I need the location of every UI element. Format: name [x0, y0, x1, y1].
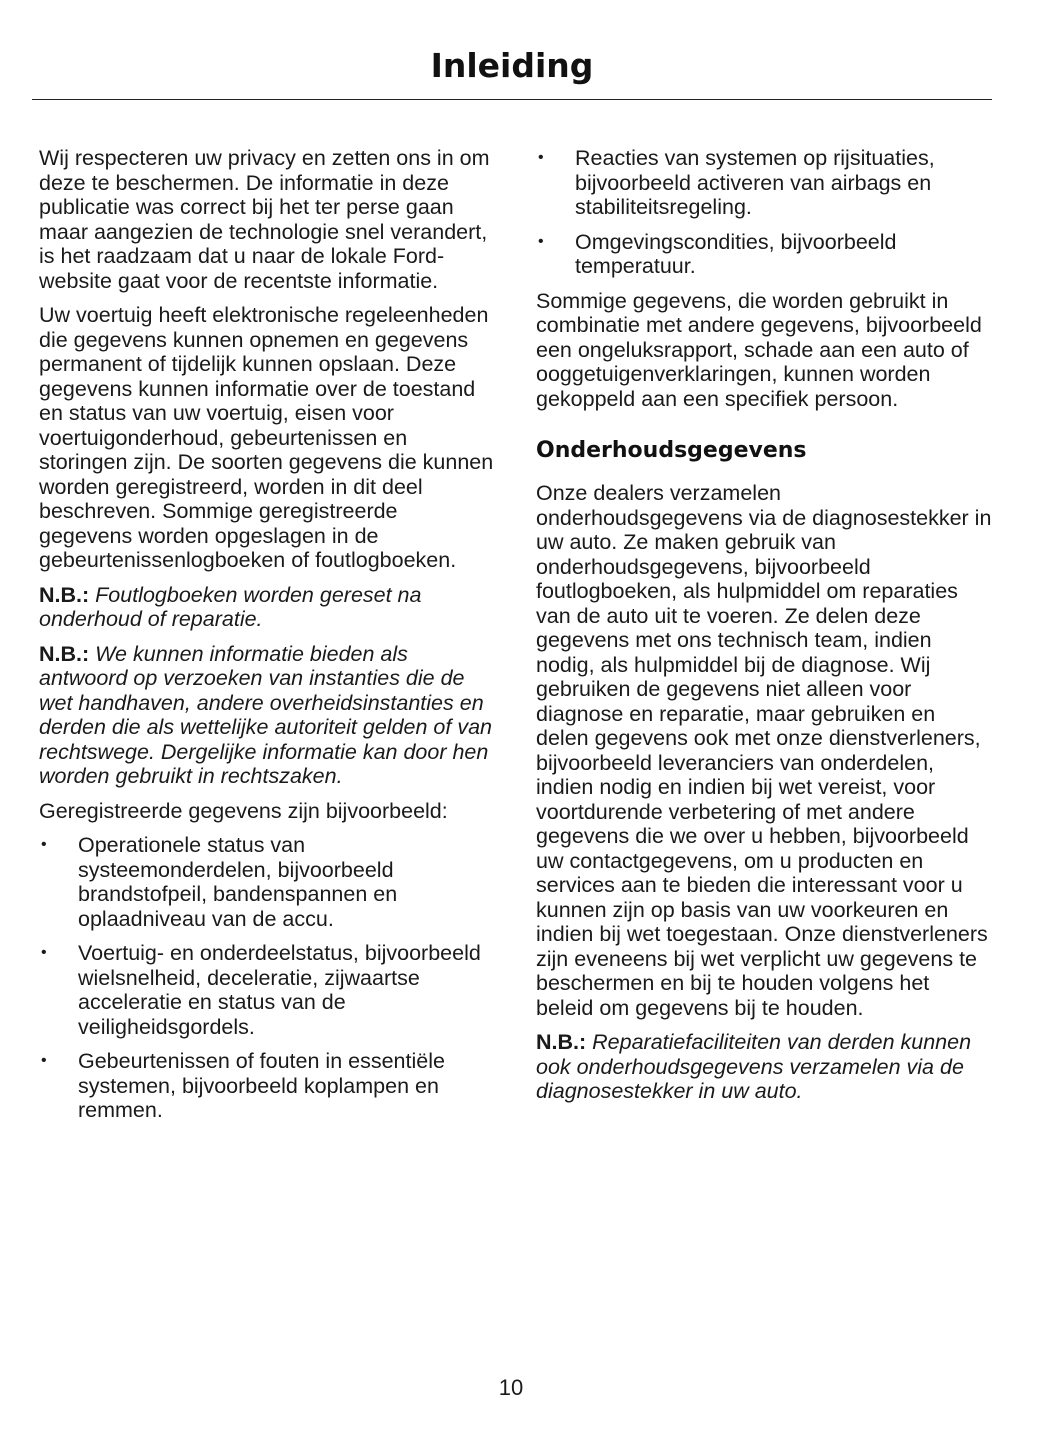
- list-item: [39, 941, 495, 1039]
- bullet-icon: •: [538, 149, 544, 166]
- list-item: [536, 230, 992, 279]
- list-item: [536, 146, 992, 220]
- note-text: Reparatiefaciliteiten van derden kunnen ook onderhoudsgegevens verzamelen via de diagnosestekker in uw auto.: [536, 1030, 972, 1103]
- examples-list: [39, 833, 495, 1123]
- intro-paragraph: Wij respecteren uw privacy en zetten ons in om deze te beschermen. De informatie in deze publicatie was correct bij het ter perse gaan maar aangezien de technologie snel verandert, is het raadzaam dat u naar de lokale Ford-website gaat voor de recentste informatie.: [39, 146, 490, 293]
- list-item: [39, 1049, 495, 1123]
- right-column: [536, 146, 992, 1114]
- note-label: N.B.:: [536, 1030, 587, 1054]
- maintenance-paragraph: Onze dealers verzamelen onderhoudsgegevens via de diagnosestekker in uw auto. Ze maken gebruik van onderhoudsgegevens, bijvoorbeeld foutlogboeken, als hulpmiddel om reparaties van de auto uit te voeren. Ze delen deze gegevens met ons technisch team, indien nodig, als hulpmiddel bij de diagnose. Wij gebruiken de gegevens niet alleen voor diagnose en reparatie, maar gebruiken en delen gegevens ook met onze dienstverleners, bijvoorbeeld leveranciers van onderdelen, indien nodig en indien bij wet vereist, voor voortdurende verbetering of met andere gegevens die we over u hebben, bijvoorbeeld uw contactgegevens, om u producten en services aan te bieden die interessant voor u kunnen zijn op basis van uw voorkeuren en indien bij wet toegestaan. Onze dienstverleners zijn eveneens bij wet verplicht uw gegevens te beschermen en bij te houden volgens het beleid om gegevens bij te houden.: [536, 481, 992, 1020]
- section-heading-maintenance: Onderhoudsgegevens: [536, 438, 807, 463]
- examples-list-continued: [536, 146, 992, 279]
- title-divider: [32, 99, 992, 100]
- bullet-icon: •: [41, 944, 47, 961]
- combination-paragraph: Sommige gegevens, die worden gebruikt in combinatie met andere gegevens, bijvoorbeeld een ongeluksrapport, schade aan een auto of ooggetuigenverklaringen, kunnen worden gekoppeld aan een specifiek persoon.: [536, 288, 982, 411]
- list-item-text: Operationele status van systeemonderdelen, bijvoorbeeld brandstofpeil, bandenspannen en oplaadniveau van de accu.: [78, 833, 398, 931]
- note-third-party-repair: [536, 1030, 992, 1104]
- bullet-icon: •: [41, 1052, 47, 1069]
- page-number: 10: [498, 1375, 524, 1400]
- note-text: We kunnen informatie bieden als antwoord op verzoeken van instanties die de wet handhaven, andere overheidsinstanties en derden die als wettelijke autoriteit gelden of van rechtswege. Dergelijke informatie kan door hen worden gebruikt in rechtszaken.: [39, 641, 492, 788]
- note-label: N.B.:: [39, 582, 90, 607]
- list-item-text: Reacties van systemen op rijsituaties, bijvoorbeeld activeren van airbags en stabiliteitsregeling.: [575, 146, 935, 219]
- vehicle-data-paragraph: Uw voertuig heeft elektronische regeleenheden die gegevens kunnen opnemen en gegevens permanent of tijdelijk kunnen opslaan. Deze gegevens kunnen informatie over de toestand en status van uw voertuig, eisen voor voertuigonderhoud, gebeurtenissen en storingen zijn. De soorten gegevens die kunnen worden geregistreerd, worden in dit deel beschreven. Sommige geregistreerde gegevens worden opgeslagen in de gebeurtenissenlogboeken of foutlogboeken.: [39, 303, 494, 572]
- list-item-text: Voertuig- en onderdeelstatus, bijvoorbeeld wielsnelheid, deceleratie, zijwaartse acceleratie en status van de veiligheidsgordels.: [78, 941, 481, 1039]
- list-item: [39, 833, 495, 931]
- note-text: Foutlogboeken worden gereset na onderhoud of reparatie.: [39, 582, 422, 631]
- note-authorities: [39, 642, 495, 789]
- note-reset-logs: [39, 583, 495, 632]
- list-item-text: Gebeurtenissen of fouten in essentiële systemen, bijvoorbeeld koplampen en remmen.: [78, 1049, 445, 1122]
- bullet-icon: •: [41, 836, 47, 853]
- bullet-icon: •: [538, 232, 544, 250]
- examples-intro: Geregistreerde gegevens zijn bijvoorbeeld:: [39, 798, 448, 823]
- left-column: [39, 146, 495, 1133]
- note-label: N.B.:: [39, 641, 90, 666]
- page-title: Inleiding: [430, 46, 594, 85]
- list-item-text: Omgevingscondities, bijvoorbeeld temperatuur.: [575, 229, 897, 278]
